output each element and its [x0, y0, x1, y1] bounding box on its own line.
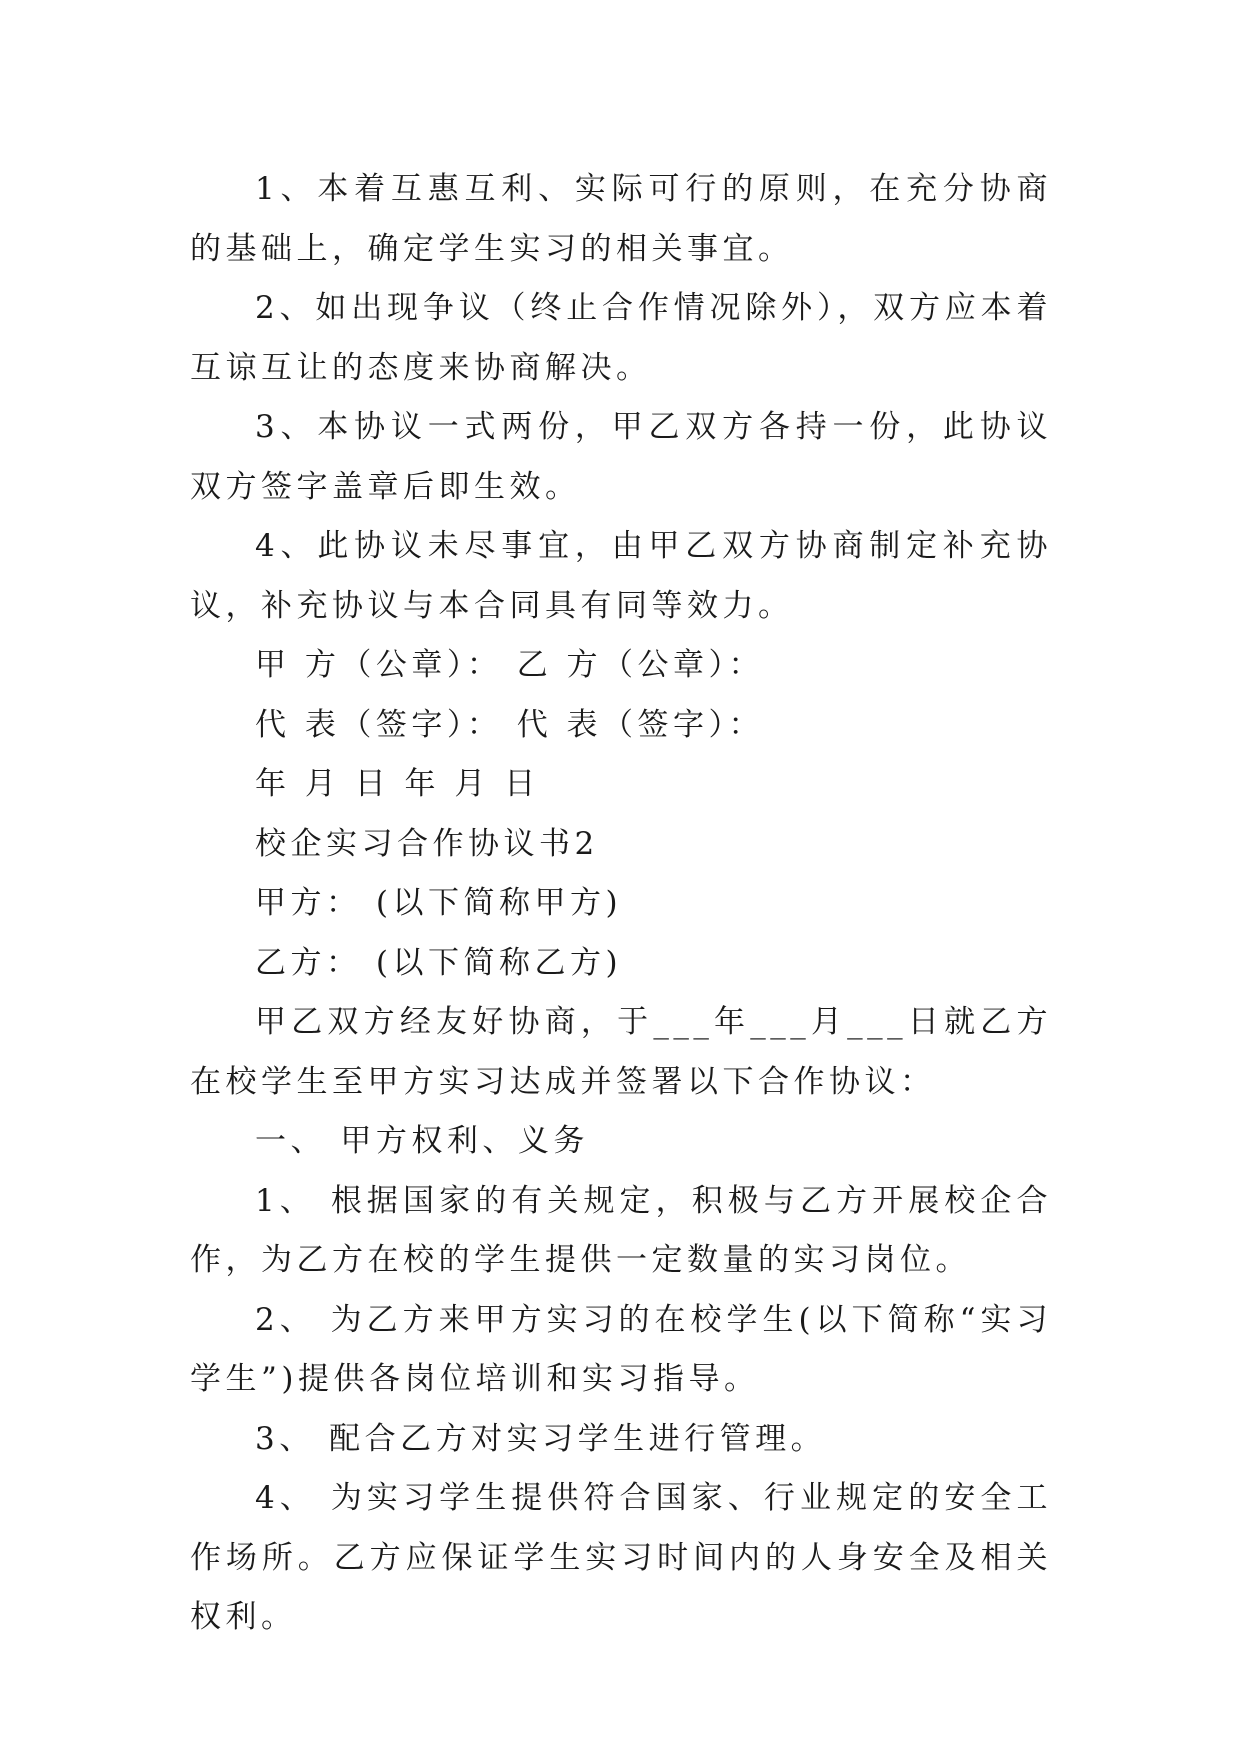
party-a-line: 甲方： (以下简称甲方)	[255, 885, 623, 921]
party-b-line: 乙方： (以下简称乙方)	[255, 944, 623, 981]
rights-item-4: 4、 为实习学生提供符合国家、行业规定的安全工作场所。乙方应保证学生实习时间内的人身安全及相关权利。	[190, 1480, 1052, 1635]
paragraph-clause-4: 4、此协议未尽事宜，由甲乙双方协商制定补充协议，补充协议与本合同具有同等效力。	[190, 528, 1052, 624]
rights-item-1: 1、 根据国家的有关规定，积极与乙方开展校企合作，为乙方在校的学生提供一定数量的实习岗位。	[190, 1182, 1052, 1278]
date-line: 年 月 日 年 月 日	[255, 766, 540, 802]
rights-item-3: 3、 配合乙方对实习学生进行管理。	[255, 1420, 827, 1457]
paragraph-clause-3: 3、本协议一式两份，甲乙双方各持一份，此协议双方签字盖章后即生效。	[190, 409, 1052, 505]
heading-party-a-rights: 一、 甲方权利、义务	[255, 1123, 589, 1159]
document-body	[190, 160, 1052, 1648]
section-title: 校企实习合作协议书2	[255, 825, 599, 862]
rights-item-2: 2、 为乙方来甲方实习的在校学生(以下简称“实习学生”)提供各岗位培训和实习指导。	[190, 1301, 1052, 1397]
seal-line: 甲 方（公章）： 乙 方（公章）：	[255, 647, 765, 683]
signature-line: 代 表（签字）： 代 表（签字）：	[255, 706, 765, 743]
paragraph-clause-2: 2、如出现争议（终止合作情况除外），双方应本着互谅互让的态度来协商解决。	[190, 290, 1052, 386]
preamble-paragraph: 甲乙双方经友好协商，于___年___月___日就乙方在校学生至甲方实习达成并签署以下合作协议：	[190, 1004, 1052, 1100]
paragraph-clause-1: 1、本着互惠互利、实际可行的原则，在充分协商的基础上，确定学生实习的相关事宜。	[190, 171, 1052, 267]
